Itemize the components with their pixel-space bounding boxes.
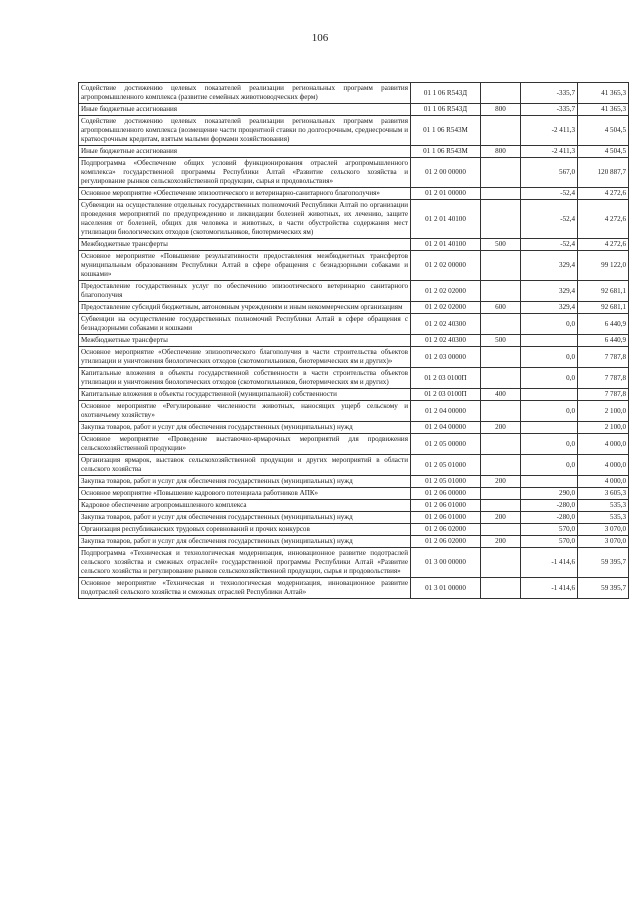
row-expense-type-cell: 500 <box>481 335 521 347</box>
row-change-cell: 570,0 <box>521 524 578 536</box>
row-name-cell: Предоставление государственных услуг по обеспечению эпизоотического ветеринарно санитарного благополучия <box>79 281 411 302</box>
row-change-cell: 567,0 <box>521 158 578 188</box>
row-total-cell: 4 504,5 <box>578 146 629 158</box>
row-total-cell: 3 070,0 <box>578 524 629 536</box>
row-change-cell: -335,7 <box>521 104 578 116</box>
row-name-cell: Основное мероприятие «Техническая и технологическая модернизация, инновационное развитие подотраслей сельского хозяйства и смежных отраслей Республики Алтай» <box>79 578 411 599</box>
row-expense-type-cell <box>481 500 521 512</box>
row-expense-type-cell <box>481 200 521 239</box>
row-total-cell: 4 272,6 <box>578 200 629 239</box>
table-row <box>79 347 629 368</box>
row-total-cell: 4 000,0 <box>578 476 629 488</box>
table-row <box>79 578 629 599</box>
table-row <box>79 389 629 401</box>
row-change-cell <box>521 422 578 434</box>
row-expense-type-cell: 400 <box>481 389 521 401</box>
table-row <box>79 434 629 455</box>
row-name-cell: Основное мероприятие «Обеспечение эпизоотического и ветеринарно-санитарного благополучия» <box>79 188 411 200</box>
row-code-cell: 01 2 02 40300 <box>411 314 481 335</box>
row-name-cell: Содействие достижению целевых показателей реализации региональных программ развития агропромышленного комплекса (развитие семейных животноводческих ферм) <box>79 83 411 104</box>
row-change-cell: -1 414,6 <box>521 548 578 578</box>
row-code-cell: 01 2 02 02000 <box>411 302 481 314</box>
row-name-cell: Межбюджетные трансферты <box>79 335 411 347</box>
row-change-cell: -2 411,3 <box>521 116 578 146</box>
row-total-cell: 6 440,9 <box>578 335 629 347</box>
table-row <box>79 422 629 434</box>
budget-table-body <box>79 83 629 599</box>
row-change-cell: 0,0 <box>521 347 578 368</box>
row-change-cell: -52,4 <box>521 200 578 239</box>
row-expense-type-cell <box>481 251 521 281</box>
row-expense-type-cell <box>481 83 521 104</box>
table-row <box>79 104 629 116</box>
row-total-cell: 6 440,9 <box>578 314 629 335</box>
row-name-cell: Подпрограмма «Обеспечение общих условий функционирования отраслей агропромышленного комплекса» государственной программы Республики Алтай «Развитие сельского хозяйства и регулирование рынков сельскохозяйственной продукции, сырья и продовольствия» <box>79 158 411 188</box>
row-total-cell: 4 272,6 <box>578 239 629 251</box>
row-expense-type-cell <box>481 434 521 455</box>
table-row <box>79 83 629 104</box>
row-name-cell: Основное мероприятие «Проведение выставочно-ярмарочных мероприятий для продвижения сельскохозяйственной продукции» <box>79 434 411 455</box>
row-change-cell: 329,4 <box>521 251 578 281</box>
row-name-cell: Организация ярмарок, выставок сельскохозяйственной продукции и других мероприятий в области сельского хозяйства <box>79 455 411 476</box>
row-change-cell: -52,4 <box>521 188 578 200</box>
row-code-cell: 01 2 04 00000 <box>411 401 481 422</box>
row-expense-type-cell <box>481 158 521 188</box>
row-total-cell: 7 787,8 <box>578 389 629 401</box>
row-expense-type-cell: 200 <box>481 422 521 434</box>
row-code-cell: 01 2 01 00000 <box>411 188 481 200</box>
row-code-cell: 01 2 01 40100 <box>411 239 481 251</box>
row-code-cell: 01 2 04 00000 <box>411 422 481 434</box>
row-expense-type-cell <box>481 524 521 536</box>
row-total-cell: 2 100,0 <box>578 422 629 434</box>
row-expense-type-cell: 200 <box>481 476 521 488</box>
row-expense-type-cell <box>481 368 521 389</box>
row-total-cell: 4 000,0 <box>578 434 629 455</box>
row-expense-type-cell: 200 <box>481 536 521 548</box>
row-change-cell <box>521 335 578 347</box>
table-row <box>79 281 629 302</box>
row-code-cell: 01 2 06 01000 <box>411 500 481 512</box>
table-row <box>79 200 629 239</box>
row-change-cell <box>521 476 578 488</box>
row-name-cell: Предоставление субсидий бюджетным, автономным учреждениям и иным некоммерческим организациям <box>79 302 411 314</box>
row-code-cell: 01 2 02 40300 <box>411 335 481 347</box>
row-change-cell: 0,0 <box>521 368 578 389</box>
row-code-cell: 01 2 02 00000 <box>411 251 481 281</box>
row-name-cell: Иные бюджетные ассигнования <box>79 104 411 116</box>
row-total-cell: 41 365,3 <box>578 104 629 116</box>
row-change-cell: 0,0 <box>521 434 578 455</box>
row-code-cell: 01 3 00 00000 <box>411 548 481 578</box>
row-total-cell: 7 787,8 <box>578 368 629 389</box>
row-total-cell: 3 605,3 <box>578 488 629 500</box>
row-name-cell: Основное мероприятие «Обеспечение эпизоотического благополучия в части строительства объектов утилизации и уничтожения биологических отходов (скотомогильников, биотермических ям и других)» <box>79 347 411 368</box>
row-name-cell: Основное мероприятие «Повышение результативности предоставления межбюджетных трансфертов муниципальным образованиям Республики Алтай в сфере обращения с безнадзорными собаками и кошками» <box>79 251 411 281</box>
row-name-cell: Подпрограмма «Техническая и технологическая модернизация, инновационное развитие подотраслей сельского хозяйства и смежных отраслей» государственной программы Республики Алтай «Развитие сельского хозяйства и регулирование рынков сельскохозяйственной продукции, сырья и продовольствия» <box>79 548 411 578</box>
row-code-cell: 01 1 06 R543М <box>411 116 481 146</box>
table-row <box>79 455 629 476</box>
row-name-cell: Основное мероприятие «Повышение кадрового потенциала работников АПК» <box>79 488 411 500</box>
row-name-cell: Капитальные вложения в объекты государственной собственности в части строительства объектов утилизации и уничтожения биологических отходов (скотомогильников, биотермических ям и других) <box>79 368 411 389</box>
row-code-cell: 01 2 03 0100П <box>411 389 481 401</box>
table-row <box>79 368 629 389</box>
table-row <box>79 488 629 500</box>
row-change-cell: -335,7 <box>521 83 578 104</box>
table-row <box>79 314 629 335</box>
row-expense-type-cell <box>481 488 521 500</box>
table-row <box>79 188 629 200</box>
table-row <box>79 116 629 146</box>
row-name-cell: Кадровое обеспечение агропромышленного комплекса <box>79 500 411 512</box>
row-change-cell <box>521 389 578 401</box>
row-change-cell: -280,0 <box>521 500 578 512</box>
table-row <box>79 302 629 314</box>
row-code-cell: 01 2 06 02000 <box>411 524 481 536</box>
row-code-cell: 01 2 06 02000 <box>411 536 481 548</box>
row-name-cell: Основное мероприятие «Регулирование численности животных, наносящих ущерб сельскому и охотничьему хозяйству» <box>79 401 411 422</box>
row-code-cell: 01 2 06 00000 <box>411 488 481 500</box>
table-row <box>79 512 629 524</box>
row-name-cell: Закупка товаров, работ и услуг для обеспечения государственных (муниципальных) нужд <box>79 476 411 488</box>
row-code-cell: 01 2 03 00000 <box>411 347 481 368</box>
row-change-cell: 0,0 <box>521 314 578 335</box>
row-total-cell: 92 681,1 <box>578 281 629 302</box>
row-expense-type-cell: 500 <box>481 239 521 251</box>
row-code-cell: 01 2 05 00000 <box>411 434 481 455</box>
row-code-cell: 01 2 06 01000 <box>411 512 481 524</box>
row-name-cell: Капитальные вложения в объекты государственной (муниципальной) собственности <box>79 389 411 401</box>
row-expense-type-cell <box>481 116 521 146</box>
row-expense-type-cell <box>481 578 521 599</box>
table-row <box>79 476 629 488</box>
row-change-cell: 290,0 <box>521 488 578 500</box>
row-total-cell: 7 787,8 <box>578 347 629 368</box>
row-change-cell: 0,0 <box>521 401 578 422</box>
row-total-cell: 41 365,3 <box>578 83 629 104</box>
row-total-cell: 4 504,5 <box>578 116 629 146</box>
row-name-cell: Организация республиканских трудовых соревнований и прочих конкурсов <box>79 524 411 536</box>
page-number: 106 <box>311 32 329 44</box>
row-name-cell: Содействие достижению целевых показателей реализации региональных программ развития агропромышленного комплекса (возмещение части процентной ставки по долгосрочным, среднесрочным и краткосрочным кредитам, взятым малыми формами хозяйствования) <box>79 116 411 146</box>
row-total-cell: 535,3 <box>578 512 629 524</box>
table-row <box>79 548 629 578</box>
row-code-cell: 01 2 00 00000 <box>411 158 481 188</box>
row-code-cell: 01 2 05 01000 <box>411 476 481 488</box>
row-total-cell: 59 395,7 <box>578 548 629 578</box>
table-row <box>79 536 629 548</box>
row-total-cell: 99 122,0 <box>578 251 629 281</box>
row-expense-type-cell <box>481 401 521 422</box>
row-expense-type-cell <box>481 314 521 335</box>
row-total-cell: 4 000,0 <box>578 455 629 476</box>
row-change-cell: -2 411,3 <box>521 146 578 158</box>
row-change-cell: -1 414,6 <box>521 578 578 599</box>
row-code-cell: 01 1 06 R543Д <box>411 83 481 104</box>
row-expense-type-cell <box>481 455 521 476</box>
row-name-cell: Субвенции на осуществление отдельных государственных полномочий Республики Алтай по организации проведения мероприятий по предупреждению и ликвидации болезней животных, их лечению, защите населения от болезней, общих для человека и животных, в части обустройства содержания мест утилизации биологических отходов (скотомогильников, биотермических ям) <box>79 200 411 239</box>
row-code-cell: 01 2 03 0100П <box>411 368 481 389</box>
row-total-cell: 3 070,0 <box>578 536 629 548</box>
row-change-cell: -280,0 <box>521 512 578 524</box>
row-name-cell: Иные бюджетные ассигнования <box>79 146 411 158</box>
row-name-cell: Межбюджетные трансферты <box>79 239 411 251</box>
row-expense-type-cell: 200 <box>481 512 521 524</box>
row-expense-type-cell <box>481 281 521 302</box>
row-expense-type-cell: 800 <box>481 104 521 116</box>
table-row <box>79 524 629 536</box>
budget-table <box>78 82 629 599</box>
row-total-cell: 120 887,7 <box>578 158 629 188</box>
row-code-cell: 01 1 06 R543Д <box>411 104 481 116</box>
table-row <box>79 500 629 512</box>
row-code-cell: 01 2 05 01000 <box>411 455 481 476</box>
row-code-cell: 01 2 02 02000 <box>411 281 481 302</box>
row-change-cell: -52,4 <box>521 239 578 251</box>
table-row <box>79 335 629 347</box>
table-row <box>79 401 629 422</box>
row-expense-type-cell <box>481 188 521 200</box>
row-total-cell: 92 681,1 <box>578 302 629 314</box>
row-expense-type-cell <box>481 347 521 368</box>
row-code-cell: 01 2 01 40100 <box>411 200 481 239</box>
table-row <box>79 239 629 251</box>
row-change-cell: 329,4 <box>521 302 578 314</box>
row-name-cell: Субвенции на осуществление государственных полномочий Республики Алтай в сфере обращения с безнадзорными собаками и кошками <box>79 314 411 335</box>
row-change-cell: 570,0 <box>521 536 578 548</box>
row-name-cell: Закупка товаров, работ и услуг для обеспечения государственных (муниципальных) нужд <box>79 512 411 524</box>
table-row <box>79 251 629 281</box>
row-name-cell: Закупка товаров, работ и услуг для обеспечения государственных (муниципальных) нужд <box>79 536 411 548</box>
row-expense-type-cell: 800 <box>481 146 521 158</box>
row-code-cell: 01 3 01 00000 <box>411 578 481 599</box>
row-total-cell: 59 395,7 <box>578 578 629 599</box>
row-change-cell: 0,0 <box>521 455 578 476</box>
row-total-cell: 4 272,6 <box>578 188 629 200</box>
table-row <box>79 158 629 188</box>
row-change-cell: 329,4 <box>521 281 578 302</box>
row-name-cell: Закупка товаров, работ и услуг для обеспечения государственных (муниципальных) нужд <box>79 422 411 434</box>
row-expense-type-cell: 600 <box>481 302 521 314</box>
table-row <box>79 146 629 158</box>
row-total-cell: 535,3 <box>578 500 629 512</box>
row-code-cell: 01 1 06 R543М <box>411 146 481 158</box>
row-total-cell: 2 100,0 <box>578 401 629 422</box>
row-expense-type-cell <box>481 548 521 578</box>
